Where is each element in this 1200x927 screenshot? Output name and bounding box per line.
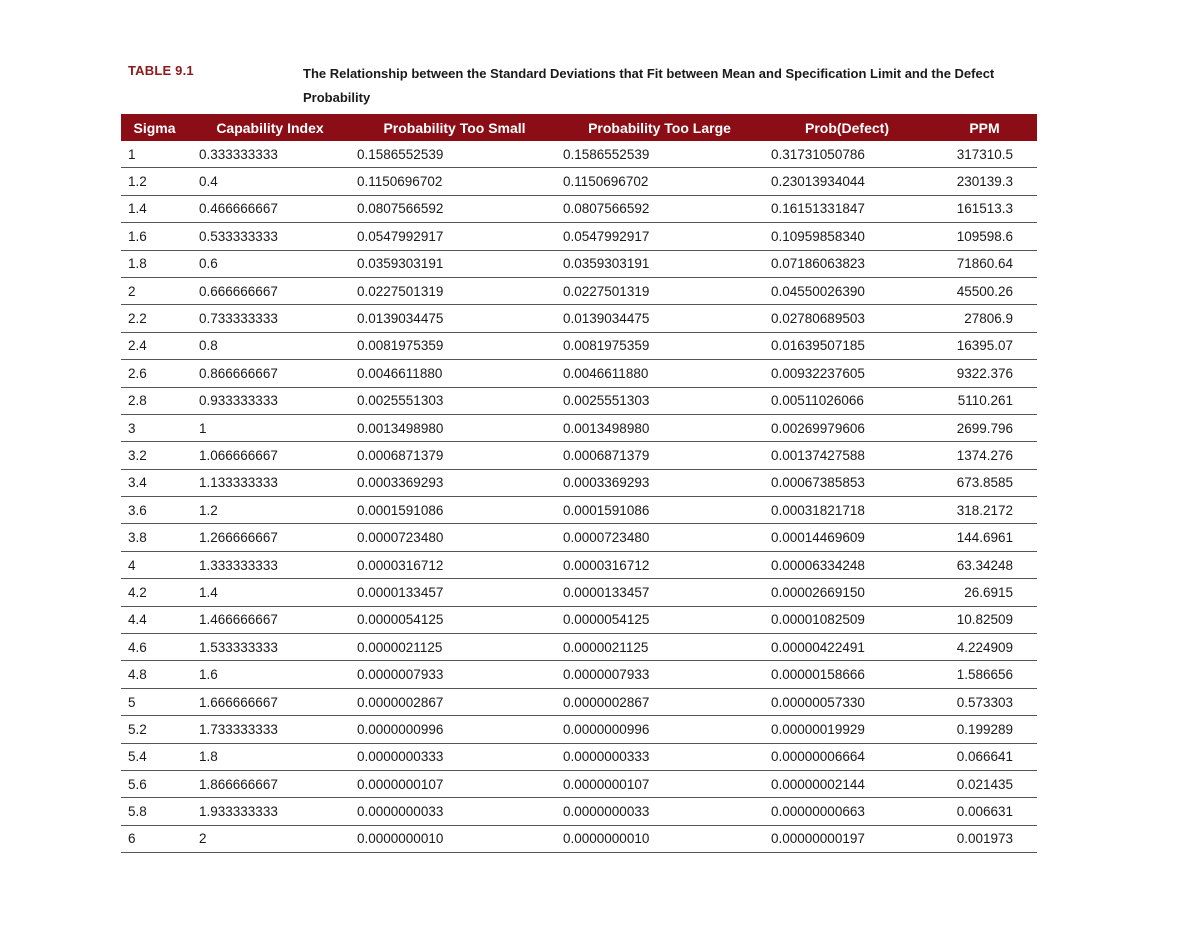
table-caption: The Relationship between the Standard Deviations that Fit between Mean and Specification Limit and the Defect Probability: [303, 66, 995, 105]
cell-sigma: 2.4: [121, 332, 188, 359]
cell-probability-too-small: 0.0000000010: [352, 825, 557, 852]
cell-capability-index: 1.466666667: [188, 606, 352, 633]
cell-ppm: 0.006631: [932, 798, 1037, 825]
cell-capability-index: 1.066666667: [188, 442, 352, 469]
cell-sigma: 1.6: [121, 223, 188, 250]
cell-probability-too-large: 0.0000316712: [557, 551, 762, 578]
cell-sigma: 1.8: [121, 250, 188, 277]
cell-capability-index: 1.333333333: [188, 551, 352, 578]
cell-probability-too-small: 0.0001591086: [352, 497, 557, 524]
cell-capability-index: 1.933333333: [188, 798, 352, 825]
table-row: [121, 716, 1037, 743]
cell-sigma: 4.6: [121, 634, 188, 661]
cell-probability-too-large: 0.0013498980: [557, 414, 762, 441]
cell-sigma: 5.8: [121, 798, 188, 825]
cell-ppm: 144.6961: [932, 524, 1037, 551]
cell-probability-too-large: 0.0000000033: [557, 798, 762, 825]
cell-sigma: 4.2: [121, 579, 188, 606]
table-row: [121, 360, 1037, 387]
cell-ppm: 317310.5: [932, 141, 1037, 168]
cell-probability-too-large: 0.0081975359: [557, 332, 762, 359]
cell-ppm: 0.199289: [932, 716, 1037, 743]
cell-probability-too-large: 0.0000723480: [557, 524, 762, 551]
cell-probability-too-small: 0.0000021125: [352, 634, 557, 661]
cell-probability-too-large: 0.0001591086: [557, 497, 762, 524]
cell-capability-index: 0.333333333: [188, 141, 352, 168]
cell-probability-too-small: 0.0000133457: [352, 579, 557, 606]
cell-sigma: 2: [121, 277, 188, 304]
cell-probability-too-small: 0.0000002867: [352, 688, 557, 715]
table-row: [121, 606, 1037, 633]
cell-probability-too-large: 0.0003369293: [557, 469, 762, 496]
cell-ppm: 71860.64: [932, 250, 1037, 277]
cell-probability-too-small: 0.0000000996: [352, 716, 557, 743]
table-row: [121, 634, 1037, 661]
cell-probability-too-large: 0.0000054125: [557, 606, 762, 633]
table-row: [121, 414, 1037, 441]
cell-prob-defect: 0.00067385853: [762, 469, 932, 496]
cell-sigma: 3: [121, 414, 188, 441]
cell-prob-defect: 0.16151331847: [762, 195, 932, 222]
table-row: [121, 770, 1037, 797]
cell-prob-defect: 0.00000057330: [762, 688, 932, 715]
table-body: [121, 141, 1037, 853]
cell-sigma: 4.8: [121, 661, 188, 688]
table-row: [121, 497, 1037, 524]
cell-prob-defect: 0.00269979606: [762, 414, 932, 441]
cell-prob-defect: 0.00000019929: [762, 716, 932, 743]
cell-sigma: 3.6: [121, 497, 188, 524]
cell-capability-index: 1: [188, 414, 352, 441]
cell-probability-too-small: 0.0081975359: [352, 332, 557, 359]
cell-prob-defect: 0.00006334248: [762, 551, 932, 578]
table-row: [121, 332, 1037, 359]
table-row: [121, 195, 1037, 222]
table-row: [121, 688, 1037, 715]
cell-sigma: 2.8: [121, 387, 188, 414]
cell-probability-too-small: 0.0003369293: [352, 469, 557, 496]
cell-capability-index: 0.666666667: [188, 277, 352, 304]
cell-probability-too-large: 0.0000002867: [557, 688, 762, 715]
table-row: [121, 168, 1037, 195]
cell-probability-too-small: 0.0000054125: [352, 606, 557, 633]
cell-probability-too-large: 0.0000000107: [557, 770, 762, 797]
cell-sigma: 3.8: [121, 524, 188, 551]
cell-ppm: 63.34248: [932, 551, 1037, 578]
cell-probability-too-small: 0.0000000107: [352, 770, 557, 797]
cell-prob-defect: 0.31731050786: [762, 141, 932, 168]
cell-prob-defect: 0.00014469609: [762, 524, 932, 551]
cell-ppm: 1.586656: [932, 661, 1037, 688]
cell-probability-too-large: 0.0547992917: [557, 223, 762, 250]
cell-probability-too-small: 0.0000007933: [352, 661, 557, 688]
cell-ppm: 230139.3: [932, 168, 1037, 195]
cell-capability-index: 0.933333333: [188, 387, 352, 414]
cell-ppm: 161513.3: [932, 195, 1037, 222]
cell-sigma: 1.2: [121, 168, 188, 195]
cell-ppm: 45500.26: [932, 277, 1037, 304]
cell-sigma: 2.6: [121, 360, 188, 387]
cell-capability-index: 1.266666667: [188, 524, 352, 551]
cell-prob-defect: 0.00002669150: [762, 579, 932, 606]
cell-probability-too-large: 0.0000000010: [557, 825, 762, 852]
cell-capability-index: 0.8: [188, 332, 352, 359]
cell-probability-too-small: 0.0359303191: [352, 250, 557, 277]
cell-probability-too-small: 0.0025551303: [352, 387, 557, 414]
cell-probability-too-large: 0.0000000333: [557, 743, 762, 770]
cell-ppm: 9322.376: [932, 360, 1037, 387]
table-row: [121, 387, 1037, 414]
cell-sigma: 1: [121, 141, 188, 168]
cell-prob-defect: 0.10959858340: [762, 223, 932, 250]
cell-probability-too-large: 0.0227501319: [557, 277, 762, 304]
cell-ppm: 10.82509: [932, 606, 1037, 633]
cell-probability-too-small: 0.0006871379: [352, 442, 557, 469]
cell-ppm: 318.2172: [932, 497, 1037, 524]
cell-capability-index: 0.6: [188, 250, 352, 277]
table-row: [121, 661, 1037, 688]
sigma-defect-table: [121, 114, 1037, 853]
table-header: [121, 114, 1037, 141]
cell-ppm: 5110.261: [932, 387, 1037, 414]
table-row: [121, 798, 1037, 825]
cell-capability-index: 1.533333333: [188, 634, 352, 661]
cell-prob-defect: 0.00031821718: [762, 497, 932, 524]
cell-sigma: 5.4: [121, 743, 188, 770]
table-row: [121, 250, 1037, 277]
cell-capability-index: 1.6: [188, 661, 352, 688]
cell-probability-too-small: 0.0000000033: [352, 798, 557, 825]
cell-sigma: 6: [121, 825, 188, 852]
cell-probability-too-large: 0.0000007933: [557, 661, 762, 688]
cell-prob-defect: 0.00000000663: [762, 798, 932, 825]
cell-ppm: 0.066641: [932, 743, 1037, 770]
cell-probability-too-large: 0.0139034475: [557, 305, 762, 332]
cell-sigma: 4.4: [121, 606, 188, 633]
header-capability-index: Capability Index: [188, 114, 352, 141]
cell-probability-too-large: 0.0000000996: [557, 716, 762, 743]
table-row: [121, 277, 1037, 304]
cell-sigma: 3.4: [121, 469, 188, 496]
header-ppm: PPM: [932, 114, 1037, 141]
cell-prob-defect: 0.00000002144: [762, 770, 932, 797]
cell-prob-defect: 0.04550026390: [762, 277, 932, 304]
cell-probability-too-small: 0.0547992917: [352, 223, 557, 250]
header-row: [121, 114, 1037, 141]
cell-probability-too-large: 0.1150696702: [557, 168, 762, 195]
cell-ppm: 0.021435: [932, 770, 1037, 797]
table-row: [121, 743, 1037, 770]
table-row: [121, 469, 1037, 496]
cell-ppm: 673.8585: [932, 469, 1037, 496]
cell-prob-defect: 0.00000000197: [762, 825, 932, 852]
cell-probability-too-large: 0.0359303191: [557, 250, 762, 277]
cell-ppm: 0.573303: [932, 688, 1037, 715]
cell-sigma: 1.4: [121, 195, 188, 222]
cell-sigma: 4: [121, 551, 188, 578]
table-row: [121, 141, 1037, 168]
header-prob-defect: Prob(Defect): [762, 114, 932, 141]
cell-probability-too-large: 0.1586552539: [557, 141, 762, 168]
cell-probability-too-small: 0.0139034475: [352, 305, 557, 332]
cell-prob-defect: 0.00000006664: [762, 743, 932, 770]
cell-prob-defect: 0.00511026066: [762, 387, 932, 414]
cell-capability-index: 1.2: [188, 497, 352, 524]
cell-ppm: 2699.796: [932, 414, 1037, 441]
cell-prob-defect: 0.23013934044: [762, 168, 932, 195]
cell-capability-index: 2: [188, 825, 352, 852]
cell-ppm: 1374.276: [932, 442, 1037, 469]
cell-capability-index: 1.866666667: [188, 770, 352, 797]
cell-sigma: 5.6: [121, 770, 188, 797]
table-label: TABLE 9.1: [128, 63, 194, 78]
cell-probability-too-large: 0.0000133457: [557, 579, 762, 606]
table-row: [121, 223, 1037, 250]
header-probability-too-small: Probability Too Small: [352, 114, 557, 141]
cell-capability-index: 1.8: [188, 743, 352, 770]
cell-prob-defect: 0.00000158666: [762, 661, 932, 688]
cell-capability-index: 0.866666667: [188, 360, 352, 387]
cell-probability-too-small: 0.0013498980: [352, 414, 557, 441]
cell-capability-index: 0.733333333: [188, 305, 352, 332]
cell-probability-too-small: 0.0000316712: [352, 551, 557, 578]
cell-prob-defect: 0.00137427588: [762, 442, 932, 469]
table-row: [121, 442, 1037, 469]
cell-capability-index: 0.4: [188, 168, 352, 195]
cell-capability-index: 0.466666667: [188, 195, 352, 222]
cell-probability-too-small: 0.0807566592: [352, 195, 557, 222]
cell-ppm: 16395.07: [932, 332, 1037, 359]
cell-probability-too-large: 0.0006871379: [557, 442, 762, 469]
cell-prob-defect: 0.00000422491: [762, 634, 932, 661]
table-row: [121, 579, 1037, 606]
cell-probability-too-small: 0.0000723480: [352, 524, 557, 551]
cell-capability-index: 0.533333333: [188, 223, 352, 250]
cell-probability-too-large: 0.0025551303: [557, 387, 762, 414]
cell-probability-too-small: 0.0227501319: [352, 277, 557, 304]
cell-probability-too-small: 0.0046611880: [352, 360, 557, 387]
table-row: [121, 524, 1037, 551]
cell-probability-too-large: 0.0807566592: [557, 195, 762, 222]
cell-probability-too-small: 0.1586552539: [352, 141, 557, 168]
cell-capability-index: 1.733333333: [188, 716, 352, 743]
cell-sigma: 2.2: [121, 305, 188, 332]
cell-prob-defect: 0.00001082509: [762, 606, 932, 633]
cell-prob-defect: 0.00932237605: [762, 360, 932, 387]
table-row: [121, 825, 1037, 852]
cell-capability-index: 1.4: [188, 579, 352, 606]
cell-capability-index: 1.133333333: [188, 469, 352, 496]
header-probability-too-large: Probability Too Large: [557, 114, 762, 141]
cell-prob-defect: 0.07186063823: [762, 250, 932, 277]
cell-probability-too-small: 0.0000000333: [352, 743, 557, 770]
cell-ppm: 27806.9: [932, 305, 1037, 332]
cell-sigma: 3.2: [121, 442, 188, 469]
cell-ppm: 109598.6: [932, 223, 1037, 250]
table-row: [121, 305, 1037, 332]
cell-ppm: 0.001973: [932, 825, 1037, 852]
cell-probability-too-large: 0.0000021125: [557, 634, 762, 661]
cell-probability-too-small: 0.1150696702: [352, 168, 557, 195]
header-sigma: Sigma: [121, 114, 188, 141]
cell-ppm: 4.224909: [932, 634, 1037, 661]
table-row: [121, 551, 1037, 578]
cell-capability-index: 1.666666667: [188, 688, 352, 715]
cell-sigma: 5: [121, 688, 188, 715]
cell-ppm: 26.6915: [932, 579, 1037, 606]
cell-probability-too-large: 0.0046611880: [557, 360, 762, 387]
cell-prob-defect: 0.02780689503: [762, 305, 932, 332]
cell-sigma: 5.2: [121, 716, 188, 743]
cell-prob-defect: 0.01639507185: [762, 332, 932, 359]
